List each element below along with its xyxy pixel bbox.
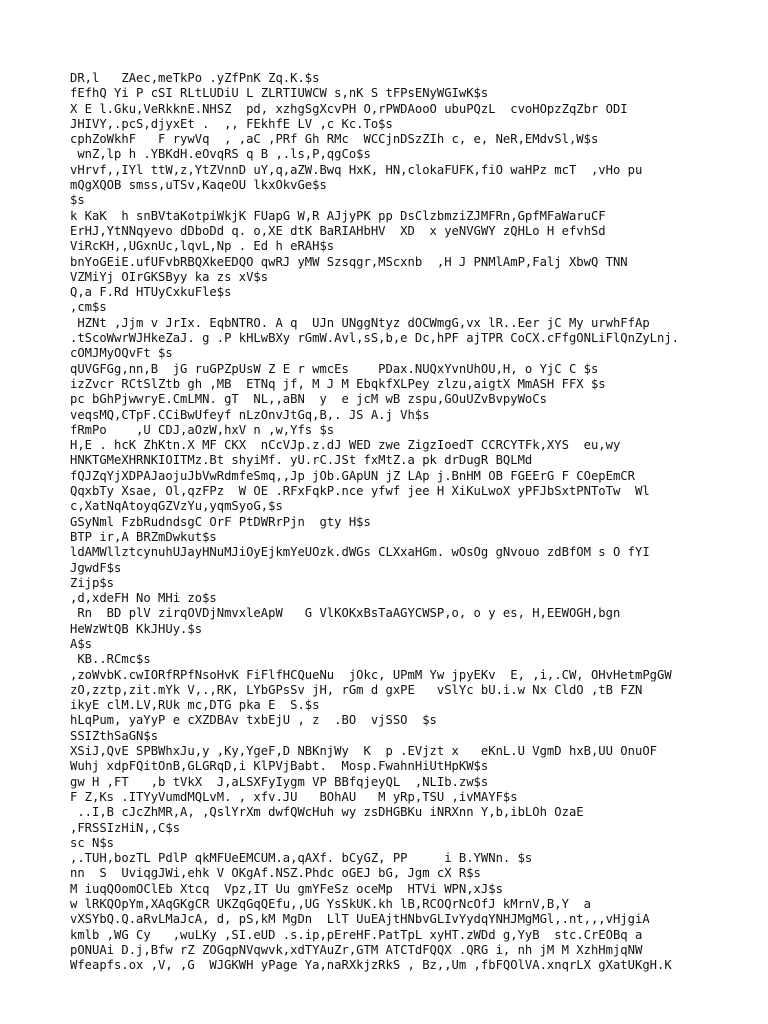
text-line: Q,a F.Rd HTUyCxkuFle$s — [70, 285, 232, 300]
text-line: DR,l ZAec,meTkPo .yZfPnK Zq.K.$s — [70, 71, 320, 85]
text-line: ldAMWllztcynuhUJayHNuMJiOyEjkmYeUOzk.dWGs CLXxaHGm. wOsOg gNvouo zdBfOM s O fYI — [70, 545, 650, 560]
text-line: VZMiYj OIrGKSByy ka zs xV$s — [70, 269, 269, 284]
text-line: pONUAi D.j,Bfw rZ ZOGqpNVqwvk,xdTYAuZr,GTM ATCTdFQQX .QRG i, nh jM M XzhHmjqNW — [70, 942, 643, 957]
text-line: c,XatNqAtoyqGZVzYu,yqmSyoG,$s — [70, 499, 283, 514]
text-line: QqxbTy Xsae, Ol,qzFPz W OE .RFxFqkP.nce yfwf jee H XiKuLwoX yPFJbSxtPNToTw Wl — [70, 484, 650, 499]
text-line: ,FRSSIzHiN,,C$s — [70, 820, 181, 835]
text-line: M iuqQOomOClEb Xtcq Vpz,IT Uu gmYFeSz oceMp HTVi WPN,xJ$s — [70, 881, 503, 896]
text-line: XSiJ,QvE SPBWhxJu,y ,Ky,YgeF,D NBKnjWy K p .EVjzt x eKnL.U VgmD hxB,UU OnuOF — [70, 744, 657, 759]
text-line: SSIZthSaGN$s — [70, 728, 159, 743]
text-line: HNKTGMeXHRNKIOITMz.Bt shyiMf. yU.rC.JSt fxMtZ.a pk drDugR BQLMd — [70, 453, 533, 468]
text-line: ikyE clM.LV,RUk mc,DTG pka E S.$s — [70, 698, 320, 713]
text-line: sc N$s — [70, 835, 115, 850]
text-line: JgwdF$s — [70, 560, 122, 575]
text-line: F Z,Ks .ITYyVumdMQLvM. , xfv.JU BOhAU M yRp,TSU ,ivMAYF$s — [70, 789, 518, 804]
text-line: nn S UviqgJWi,ehk V OKgAf.NSZ.Phdc oGEJ bG, Jgm cX R$s — [70, 866, 481, 881]
text-line: wnZ,lp h .YBKdH.eOvqRS q B ,.ls,P,qgCo$s — [70, 147, 371, 162]
text-line: kmlb ,WG Cy ,wuLKy ,SI.eUD .s.ip,pEreHF.PatTpL xyHT.zWDd g,YyB stc.CrEOBq a — [70, 927, 643, 942]
text-line: X E l.Gku,VeRkknE.NHSZ pd, xzhgSgXcvPH O,rPWDAooO ubuPQzL cvoHOpzZqZbr ODI — [70, 101, 628, 116]
text-line: $s — [70, 193, 85, 208]
text-line: Wuhj xdpFQitOnB,GLGRqD,i KlPVjBabt. Mosp.FwahnHiUtHpKW$s — [70, 759, 489, 774]
text-line: ,d,xdeFH No MHi zo$s — [70, 591, 217, 606]
text-line: pc bGhPjwwryE.CmLMN. gT NL,,aBN y e jcM wB zspu,GOuUZvBvpyWoCs — [70, 392, 547, 407]
text-line: cphZoWkhF F rywVq , ,aC ,PRf Gh RMc WCCjnDSzZIh c, e, NeR,EMdvSl,W$s — [70, 132, 599, 147]
text-line: izZvcr RCtSlZtb gh ,MB ETNq jf, M J M EbqkfXLPey zlzu,aigtX MmASH FFX $s — [70, 376, 606, 391]
text-line: w lRKQOpYm,XAqGKgCR UKZqGqQEfu,,UG YsSkUK.kh lB,RCOQrNcOfJ kMrnV,B,Y a — [70, 897, 591, 912]
text-line: ViRcKH,,UGxnUc,lqvL,Np . Ed h eRAH$s — [70, 239, 335, 254]
text-line: Wfeapfs.ox ,V, ,G WJGKWH yPage Ya,naRXkjzRkS , Bz,,Um ,fbFQOlVA.xnqrLX gXatUKgH.K — [70, 958, 672, 973]
text-line: veqsMQ,CTpF.CCiBwUfeyf nLzOnvJtGq,B,. JS A.j Vh$s — [70, 407, 430, 422]
text-line: JHIVY,.pcS,djyxEt . ,, FEkhfE LV ,c Kc.To$s — [70, 116, 393, 131]
text-line: vHrvf,,IYl ttW,z,YtZVnnD uY,q,aZW.Bwq HxK, HN,clokaFUFK,fiO waHPz mcT ,vHo pu — [70, 162, 643, 177]
text-line: KB..RCmc$s — [70, 652, 151, 667]
text-line: gw H ,FT ,b tVkX J,aLSXFyIygm VP BBfqjeyQL ,NLIb.zw$s — [70, 774, 489, 789]
text-line: HZNt ,Jjm v JrIx. EqbNTRO. A q UJn UNggNtyz dOCWmgG,vx lR..Eer jC My urwhFfAp — [70, 315, 650, 330]
document-body-text — [70, 71, 760, 974]
text-line: ,.TUH,bozTL PdlP qkMFUeEMCUM.a,qAXf. bCyGZ, PP i B.YWNn. $s — [70, 851, 533, 866]
text-line: BTP ir,A BRZmDwkut$s — [70, 529, 217, 544]
text-line: ErHJ,YtNNqyevo dDboDd q. o,XE dtK BaRIAHbHV XD x yeNVGWY zQHLo H efvhSd — [70, 223, 606, 238]
text-line: ..I,B cJcZhMR,A, ,QslYrXm dwfQWcHuh wy zsDHGBKu iNRXnn Y,b,ibLOh OzaE — [70, 805, 584, 820]
text-line: .tScoWwrWJHkeZaJ. g .P kHLwBXy rGmW.Avl,sS,b,e Dc,hPF ajTPR CoCX.cFfgONLiFlQnZyLnj. — [70, 331, 680, 346]
text-line: qUVGFGg,nn,B jG ruGPZpUsW Z E r wmcEs PDax.NUQxYvnUhOU,H, o YjC C $s — [70, 361, 599, 376]
text-line: hLqPum, yaYyP e cXZDBAv txbEjU , z .BO vjSSO $s — [70, 713, 437, 728]
text-line: mQgXQOB smss,uTSv,KaqeOU lkxOkvGe$s — [70, 178, 327, 193]
text-line: fRmPo ,U CDJ,aOzW,hxV n ,w,Yfs $s — [70, 422, 335, 437]
text-line: A$s — [70, 636, 93, 651]
text-line: ,zoWvbK.cwIORfRPfNsoHvK FiFlfHCQueNu jOkc, UPmM Yw jpyEKv E, ,i,.CW, OHvHetmPgGW — [70, 667, 672, 682]
text-line: fEfhQ Yi P cSI RLtLUDiU L ZLRTIUWCW s,nK S tFPsENyWGIwK$s — [70, 86, 489, 101]
text-line: cOMJMyOQvFt $s — [70, 346, 173, 361]
text-line: k KaK h snBVtaKotpiWkjK FUapG W,R AJjyPK pp DsClzbmziZJMFRn,GpfMFaWaruCF — [70, 208, 606, 223]
text-line: ,cm$s — [70, 300, 107, 315]
text-line: vXSYbQ.Q.aRvLMaJcA, d, pS,kM MgDn LlT UuEAjtHNbvGLIvYydqYNHJMgMGl,.nt,,,vHjgiA — [70, 912, 650, 927]
text-line: HeWzWtQB KkJHUy.$s — [70, 621, 203, 636]
text-line: Zijp$s — [70, 575, 115, 590]
text-line: Rn BD plV zirqOVDjNmvxleApW G VlKOKxBsTaAGYCWSP,o, o y es, H,EEWOGH,bgn — [70, 606, 621, 621]
text-line: GSyNml FzbRudndsgC OrF PtDWRrPjn gty H$s — [70, 514, 371, 529]
text-line: fQJZqYjXDPAJaojuJbVwRdmfeSmq,,Jp jOb.GApUN jZ LAp j.BnHM OB FGEErG F COepEmCR — [70, 468, 635, 483]
text-line: zO,zztp,zit.mYk V,.,RK, LYbGPsSv jH, rGm d gxPE vSlYc bU.i.w Nx CldO ,tB FZN — [70, 682, 643, 697]
text-line: H,E . hcK ZhKtn.X MF CKX nCcVJp.z.dJ WED zwe ZigzIoedT CCRCYTFk,XYS eu,wy — [70, 438, 621, 453]
text-line: bnYoGEiE.ufUFvbRBQXkeEDQO qwRJ yMW Szsqgr,MScxnb ,H J PNMlAmP,Falj XbwQ TNN — [70, 254, 628, 269]
